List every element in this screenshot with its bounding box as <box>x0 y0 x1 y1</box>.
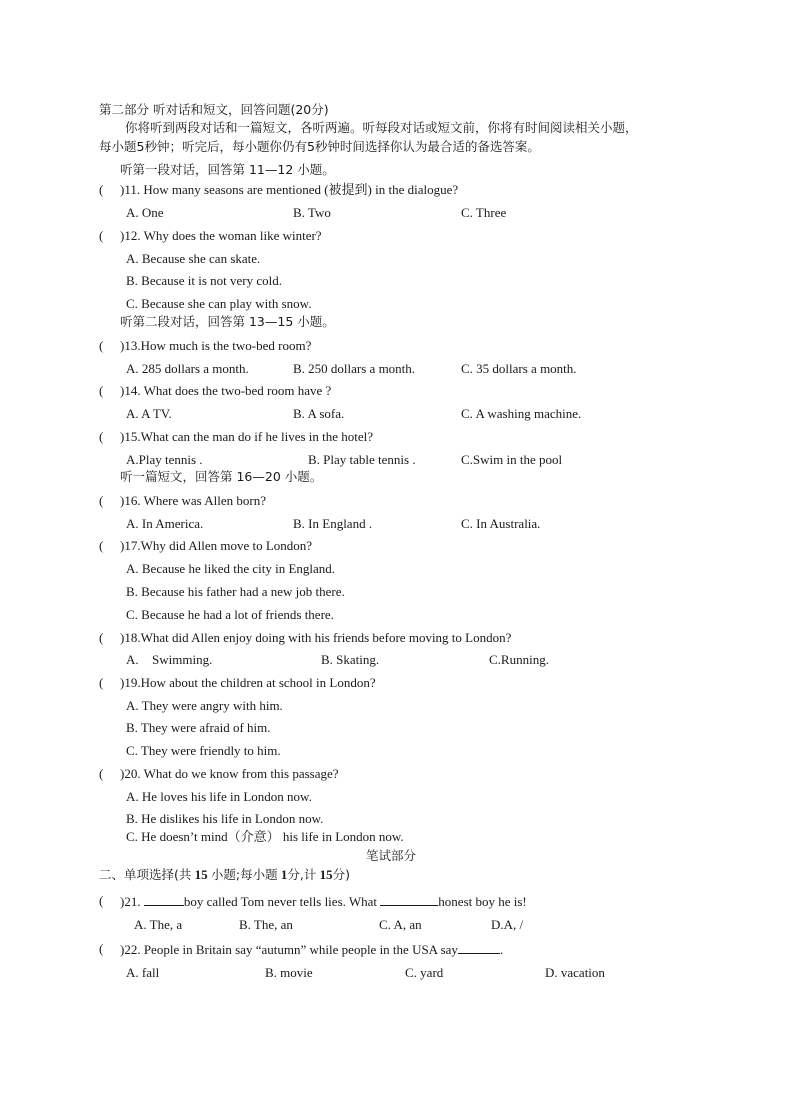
question-16 <box>99 493 266 509</box>
fill-blank[interactable] <box>458 941 500 954</box>
question-stem: )18.What did Allen enjoy doing with his friends before moving to London? <box>120 630 512 645</box>
answer-paren: ( <box>99 383 104 398</box>
question-19 <box>99 675 376 691</box>
question-14 <box>99 383 332 399</box>
option-b: B. Because it is not very cold. <box>126 273 282 288</box>
option-b: B. movie <box>265 965 313 980</box>
option-b: B. He dislikes his life in London now. <box>126 811 324 826</box>
option-d: D. vacation <box>545 965 605 980</box>
section-heading-single-choice: 二、单项选择(共 15 小题;每小题 1分,计 15分) <box>99 867 350 882</box>
option-b: B. 250 dollars a month. <box>293 361 416 376</box>
dialogue-1-heading: 听第一段对话，回答第 11—12 小题。 <box>120 162 335 177</box>
option-c: C. A, an <box>379 917 422 932</box>
option-c: C. Because he had a lot of friends there. <box>126 607 334 622</box>
option-a: A. The, a <box>134 917 183 932</box>
question-stem: )16. Where was Allen born? <box>120 493 266 508</box>
option-c: C.Running. <box>489 652 549 667</box>
answer-paren: ( <box>99 429 104 444</box>
answer-paren: ( <box>99 630 104 645</box>
option-c: C. Three <box>461 205 507 220</box>
question-18 <box>99 630 512 646</box>
option-a: A. A TV. <box>126 406 172 421</box>
question-21: ( )21. boy called Tom never tells lies. What honest boy he is! <box>99 893 527 909</box>
question-13 <box>99 338 312 354</box>
option-c: C.Swim in the pool <box>461 452 563 467</box>
question-17 <box>99 538 313 554</box>
answer-paren: ( <box>99 675 104 690</box>
option-b: B. A sofa. <box>293 406 345 421</box>
option-b: B. The, an <box>239 917 293 932</box>
option-b: B. Skating. <box>321 652 380 667</box>
passage-heading: 听一篇短文，回答第 16—20 小题。 <box>120 469 323 484</box>
fill-blank[interactable] <box>380 893 438 906</box>
option-c: C. yard <box>405 965 444 980</box>
option-a: Swimming. <box>152 652 213 667</box>
question-12 <box>99 228 322 244</box>
question-stem: )12. Why does the woman like winter? <box>120 228 322 243</box>
question-stem: )11. How many seasons are mentioned (被提到) in the dialogue? <box>120 182 459 197</box>
answer-paren: ( <box>99 538 104 553</box>
written-part-title: 笔试部分 <box>366 848 417 863</box>
question-stem: )15.What can the man do if he lives in the hotel? <box>120 429 374 444</box>
question-11 <box>99 182 459 198</box>
option-b: B. Two <box>293 205 331 220</box>
option-a: A. He loves his life in London now. <box>126 789 312 804</box>
option-a: A. One <box>126 205 164 220</box>
answer-paren: ( <box>99 766 104 781</box>
question-15 <box>99 429 374 445</box>
option-a: A. fall <box>126 965 160 980</box>
option-c: C. They were friendly to him. <box>126 743 281 758</box>
option-b: B. Because his father had a new job there. <box>126 584 345 599</box>
answer-paren: ( <box>99 182 104 197</box>
question-stem: )20. What do we know from this passage? <box>120 766 339 781</box>
instruction-line-2: 每小题5秒钟；听完后，每小题你仍有5秒钟时间选择你认为最合适的备选答案。 <box>99 139 540 154</box>
option-b: B. Play table tennis . <box>308 452 416 467</box>
option-b: B. In England . <box>293 516 373 531</box>
question-22: ( )22. People in Britain say “autumn” while people in the USA say . <box>99 941 504 957</box>
question-stem: )14. What does the two-bed room have ? <box>120 383 332 398</box>
answer-paren: ( <box>99 228 104 243</box>
answer-paren: ( <box>99 941 104 956</box>
question-20 <box>99 766 339 782</box>
option-a: A. In America. <box>126 516 204 531</box>
option-b: B. They were afraid of him. <box>126 720 271 735</box>
option-a: A. Because she can skate. <box>126 251 261 266</box>
option-a-letter: A. <box>126 652 139 667</box>
option-a: A. Because he liked the city in England. <box>126 561 336 576</box>
option-a: A.Play tennis . <box>126 452 203 467</box>
question-stem: )13.How much is the two-bed room? <box>120 338 312 353</box>
dialogue-2-heading: 听第二段对话，回答第 13—15 小题。 <box>120 314 335 329</box>
option-a: A. 285 dollars a month. <box>126 361 249 376</box>
instruction-line-1: 你将听到两段对话和一篇短文，各听两遍。听每段对话或短文前，你将有时间阅读相关小题， <box>125 120 638 135</box>
answer-paren: ( <box>99 893 104 908</box>
answer-paren: ( <box>99 338 104 353</box>
option-c: C. 35 dollars a month. <box>461 361 577 376</box>
option-c: C. Because she can play with snow. <box>126 296 312 311</box>
option-c: C. In Australia. <box>461 516 541 531</box>
section-two-heading: 第二部分 听对话和短文，回答问题(20分) <box>99 102 329 117</box>
fill-blank[interactable] <box>144 893 184 906</box>
option-d: D.A, / <box>491 917 524 932</box>
option-a: A. They were angry with him. <box>126 698 283 713</box>
answer-paren: ( <box>99 493 104 508</box>
question-stem: )17.Why did Allen move to London? <box>120 538 313 553</box>
option-c: C. He doesn’t mind（介意） his life in London now. <box>126 829 404 844</box>
option-c: C. A washing machine. <box>461 406 582 421</box>
question-stem: )19.How about the children at school in London? <box>120 675 376 690</box>
